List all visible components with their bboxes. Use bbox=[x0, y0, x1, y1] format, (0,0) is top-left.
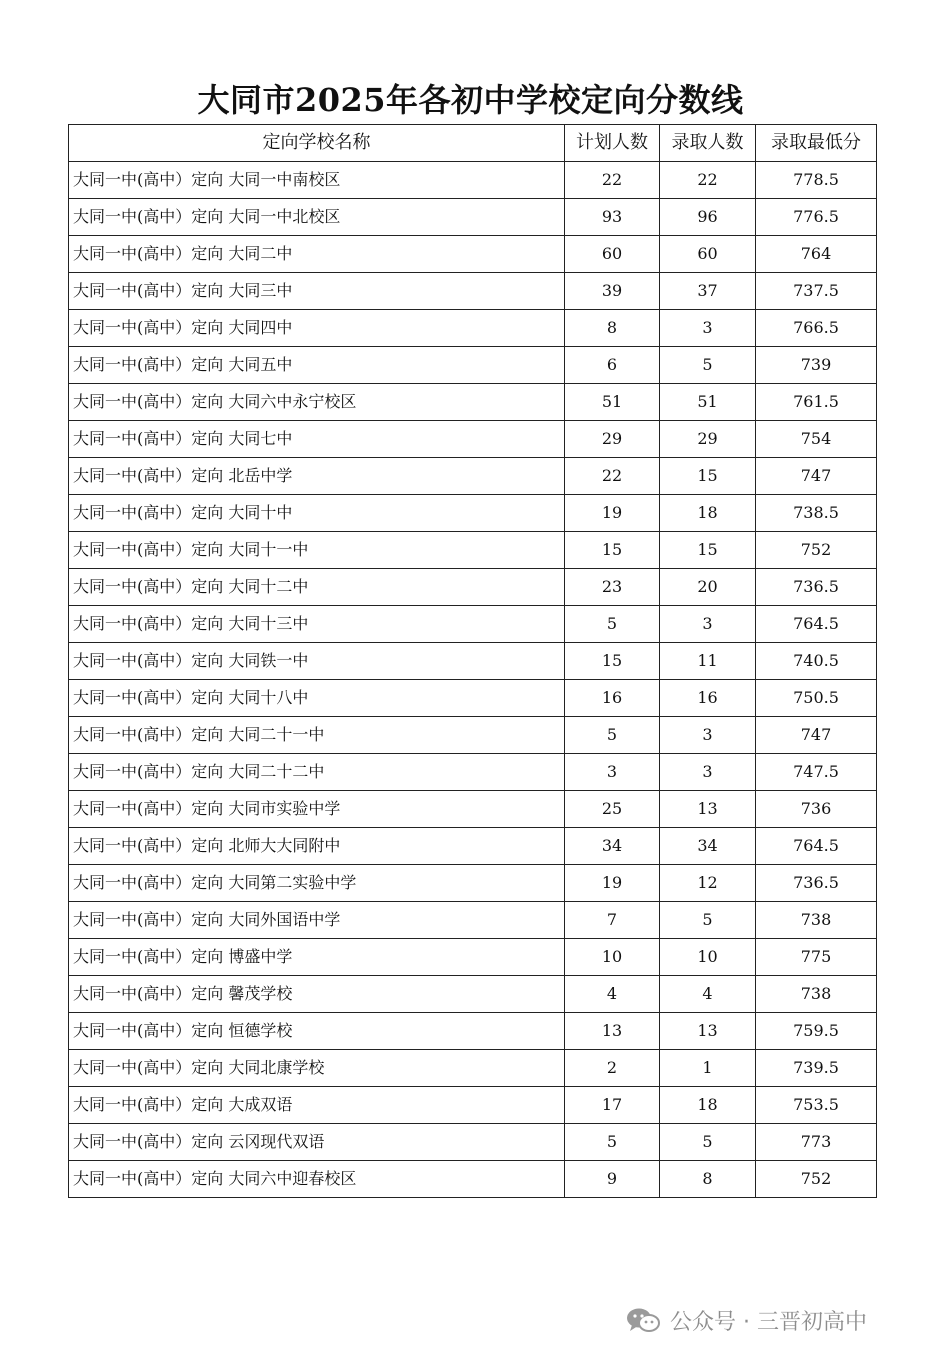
cell-admitted-count: 3 bbox=[660, 310, 756, 347]
cell-planned-count: 17 bbox=[565, 1087, 660, 1124]
cell-planned-count: 15 bbox=[565, 643, 660, 680]
cell-min-score: 778.5 bbox=[756, 162, 877, 199]
cell-planned-count: 5 bbox=[565, 717, 660, 754]
cell-min-score: 739.5 bbox=[756, 1050, 877, 1087]
cell-min-score: 736.5 bbox=[756, 865, 877, 902]
cell-min-score: 747.5 bbox=[756, 754, 877, 791]
cell-school-name: 大同一中(高中）定向 大同一中南校区 bbox=[69, 162, 565, 199]
cell-admitted-count: 12 bbox=[660, 865, 756, 902]
table-row bbox=[69, 162, 877, 199]
cell-min-score: 738.5 bbox=[756, 495, 877, 532]
cell-admitted-count: 5 bbox=[660, 902, 756, 939]
cell-admitted-count: 13 bbox=[660, 1013, 756, 1050]
cell-min-score: 764.5 bbox=[756, 828, 877, 865]
table-row bbox=[69, 458, 877, 495]
cell-admitted-count: 51 bbox=[660, 384, 756, 421]
cell-admitted-count: 3 bbox=[660, 606, 756, 643]
cell-school-name: 大同一中(高中）定向 恒德学校 bbox=[69, 1013, 565, 1050]
cell-min-score: 764.5 bbox=[756, 606, 877, 643]
cell-school-name: 大同一中(高中）定向 大同六中迎春校区 bbox=[69, 1161, 565, 1198]
cell-planned-count: 16 bbox=[565, 680, 660, 717]
cell-min-score: 754 bbox=[756, 421, 877, 458]
score-table bbox=[68, 124, 877, 1198]
table-row bbox=[69, 939, 877, 976]
cell-school-name: 大同一中(高中）定向 大成双语 bbox=[69, 1087, 565, 1124]
cell-min-score: 747 bbox=[756, 717, 877, 754]
table-row bbox=[69, 273, 877, 310]
cell-planned-count: 93 bbox=[565, 199, 660, 236]
cell-admitted-count: 34 bbox=[660, 828, 756, 865]
cell-planned-count: 13 bbox=[565, 1013, 660, 1050]
table-row bbox=[69, 1013, 877, 1050]
table-row bbox=[69, 421, 877, 458]
cell-planned-count: 60 bbox=[565, 236, 660, 273]
cell-min-score: 738 bbox=[756, 976, 877, 1013]
cell-school-name: 大同一中(高中）定向 大同市实验中学 bbox=[69, 791, 565, 828]
cell-admitted-count: 22 bbox=[660, 162, 756, 199]
cell-planned-count: 34 bbox=[565, 828, 660, 865]
cell-min-score: 753.5 bbox=[756, 1087, 877, 1124]
table-row bbox=[69, 1087, 877, 1124]
cell-admitted-count: 18 bbox=[660, 495, 756, 532]
cell-admitted-count: 15 bbox=[660, 458, 756, 495]
cell-min-score: 750.5 bbox=[756, 680, 877, 717]
cell-planned-count: 19 bbox=[565, 495, 660, 532]
cell-school-name: 大同一中(高中）定向 大同六中永宁校区 bbox=[69, 384, 565, 421]
cell-school-name: 大同一中(高中）定向 大同二十二中 bbox=[69, 754, 565, 791]
table-row bbox=[69, 1050, 877, 1087]
cell-min-score: 740.5 bbox=[756, 643, 877, 680]
cell-admitted-count: 11 bbox=[660, 643, 756, 680]
cell-planned-count: 4 bbox=[565, 976, 660, 1013]
cell-min-score: 764 bbox=[756, 236, 877, 273]
cell-school-name: 大同一中(高中）定向 大同十三中 bbox=[69, 606, 565, 643]
cell-school-name: 大同一中(高中）定向 大同北康学校 bbox=[69, 1050, 565, 1087]
cell-planned-count: 39 bbox=[565, 273, 660, 310]
cell-school-name: 大同一中(高中）定向 大同一中北校区 bbox=[69, 199, 565, 236]
header-planned-count: 计划人数 bbox=[565, 125, 660, 162]
cell-admitted-count: 15 bbox=[660, 532, 756, 569]
cell-school-name: 大同一中(高中）定向 大同二十一中 bbox=[69, 717, 565, 754]
table-row bbox=[69, 199, 877, 236]
cell-planned-count: 2 bbox=[565, 1050, 660, 1087]
table-row bbox=[69, 680, 877, 717]
cell-admitted-count: 18 bbox=[660, 1087, 756, 1124]
cell-school-name: 大同一中(高中）定向 大同二中 bbox=[69, 236, 565, 273]
table-row bbox=[69, 1161, 877, 1198]
cell-planned-count: 9 bbox=[565, 1161, 660, 1198]
cell-planned-count: 51 bbox=[565, 384, 660, 421]
cell-planned-count: 8 bbox=[565, 310, 660, 347]
cell-min-score: 747 bbox=[756, 458, 877, 495]
cell-planned-count: 3 bbox=[565, 754, 660, 791]
cell-school-name: 大同一中(高中）定向 北岳中学 bbox=[69, 458, 565, 495]
table-row bbox=[69, 643, 877, 680]
cell-admitted-count: 4 bbox=[660, 976, 756, 1013]
table-row bbox=[69, 754, 877, 791]
cell-admitted-count: 37 bbox=[660, 273, 756, 310]
cell-school-name: 大同一中(高中）定向 大同十八中 bbox=[69, 680, 565, 717]
cell-min-score: 759.5 bbox=[756, 1013, 877, 1050]
cell-min-score: 776.5 bbox=[756, 199, 877, 236]
cell-school-name: 大同一中(高中）定向 大同五中 bbox=[69, 347, 565, 384]
table-row bbox=[69, 828, 877, 865]
cell-planned-count: 23 bbox=[565, 569, 660, 606]
table-row bbox=[69, 865, 877, 902]
cell-min-score: 775 bbox=[756, 939, 877, 976]
cell-admitted-count: 16 bbox=[660, 680, 756, 717]
cell-planned-count: 7 bbox=[565, 902, 660, 939]
watermark bbox=[626, 1303, 867, 1337]
table-row bbox=[69, 717, 877, 754]
cell-school-name: 大同一中(高中）定向 馨茂学校 bbox=[69, 976, 565, 1013]
cell-school-name: 大同一中(高中）定向 大同第二实验中学 bbox=[69, 865, 565, 902]
cell-min-score: 736 bbox=[756, 791, 877, 828]
cell-school-name: 大同一中(高中）定向 大同七中 bbox=[69, 421, 565, 458]
cell-admitted-count: 60 bbox=[660, 236, 756, 273]
wechat-icon bbox=[626, 1307, 660, 1333]
table-row bbox=[69, 606, 877, 643]
cell-admitted-count: 3 bbox=[660, 717, 756, 754]
cell-school-name: 大同一中(高中）定向 大同十中 bbox=[69, 495, 565, 532]
cell-min-score: 752 bbox=[756, 532, 877, 569]
table-row bbox=[69, 902, 877, 939]
cell-min-score: 766.5 bbox=[756, 310, 877, 347]
table-row bbox=[69, 495, 877, 532]
table-row bbox=[69, 532, 877, 569]
cell-min-score: 736.5 bbox=[756, 569, 877, 606]
cell-school-name: 大同一中(高中）定向 大同铁一中 bbox=[69, 643, 565, 680]
page-title: 大同市2025年各初中学校定向分数线 bbox=[197, 81, 744, 119]
cell-admitted-count: 1 bbox=[660, 1050, 756, 1087]
cell-min-score: 752 bbox=[756, 1161, 877, 1198]
table-row bbox=[69, 347, 877, 384]
watermark-text: 公众号 · 三晋初高中 bbox=[670, 1309, 867, 1335]
table-row bbox=[69, 569, 877, 606]
cell-school-name: 大同一中(高中）定向 大同十一中 bbox=[69, 532, 565, 569]
cell-school-name: 大同一中(高中）定向 大同外国语中学 bbox=[69, 902, 565, 939]
cell-admitted-count: 10 bbox=[660, 939, 756, 976]
cell-planned-count: 5 bbox=[565, 1124, 660, 1161]
cell-planned-count: 5 bbox=[565, 606, 660, 643]
table-row bbox=[69, 1124, 877, 1161]
table-row bbox=[69, 976, 877, 1013]
header-min-score: 录取最低分 bbox=[756, 125, 877, 162]
cell-admitted-count: 5 bbox=[660, 1124, 756, 1161]
cell-admitted-count: 8 bbox=[660, 1161, 756, 1198]
cell-min-score: 739 bbox=[756, 347, 877, 384]
cell-admitted-count: 29 bbox=[660, 421, 756, 458]
cell-min-score: 737.5 bbox=[756, 273, 877, 310]
cell-min-score: 738 bbox=[756, 902, 877, 939]
header-admitted-count: 录取人数 bbox=[660, 125, 756, 162]
table-row bbox=[69, 384, 877, 421]
cell-planned-count: 15 bbox=[565, 532, 660, 569]
cell-admitted-count: 5 bbox=[660, 347, 756, 384]
table-row bbox=[69, 310, 877, 347]
cell-admitted-count: 3 bbox=[660, 754, 756, 791]
cell-admitted-count: 20 bbox=[660, 569, 756, 606]
cell-planned-count: 25 bbox=[565, 791, 660, 828]
table-body bbox=[69, 162, 877, 1198]
header-school-name: 定向学校名称 bbox=[69, 125, 565, 162]
cell-admitted-count: 96 bbox=[660, 199, 756, 236]
cell-planned-count: 19 bbox=[565, 865, 660, 902]
cell-planned-count: 10 bbox=[565, 939, 660, 976]
cell-planned-count: 22 bbox=[565, 162, 660, 199]
cell-admitted-count: 13 bbox=[660, 791, 756, 828]
cell-school-name: 大同一中(高中）定向 云冈现代双语 bbox=[69, 1124, 565, 1161]
cell-planned-count: 6 bbox=[565, 347, 660, 384]
cell-school-name: 大同一中(高中）定向 大同十二中 bbox=[69, 569, 565, 606]
cell-min-score: 773 bbox=[756, 1124, 877, 1161]
cell-planned-count: 22 bbox=[565, 458, 660, 495]
cell-school-name: 大同一中(高中）定向 大同三中 bbox=[69, 273, 565, 310]
cell-planned-count: 29 bbox=[565, 421, 660, 458]
table-header-row bbox=[69, 125, 877, 162]
cell-school-name: 大同一中(高中）定向 博盛中学 bbox=[69, 939, 565, 976]
cell-school-name: 大同一中(高中）定向 北师大大同附中 bbox=[69, 828, 565, 865]
table-row bbox=[69, 791, 877, 828]
cell-school-name: 大同一中(高中）定向 大同四中 bbox=[69, 310, 565, 347]
cell-min-score: 761.5 bbox=[756, 384, 877, 421]
table-row bbox=[69, 236, 877, 273]
